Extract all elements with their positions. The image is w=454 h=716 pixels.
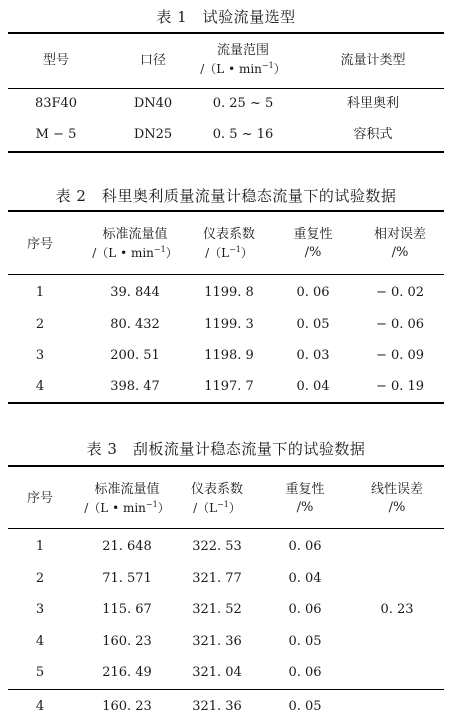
unit-end: ） (273, 62, 286, 76)
table2-cell-idx: 1 (35, 285, 45, 300)
table2-cell-k: 1199. 8 (204, 285, 254, 300)
table3-header-k-label: 仪表系数 (190, 482, 243, 497)
table3-cell-idx: 5 (35, 665, 45, 680)
table3-cell-rep: 0. 06 (288, 665, 322, 680)
unit-text: /（L • min (92, 246, 154, 260)
table2-cell-idx: 2 (35, 317, 45, 332)
table3-cell-idx: 4 (35, 699, 45, 714)
unit-text: /（L (193, 501, 218, 515)
table3-cell-k: 322. 53 (192, 539, 242, 554)
table1-header-diameter: 口径 (139, 53, 166, 68)
table3-header-idx: 序号 (26, 491, 53, 506)
table2-cell-std: 39. 844 (110, 285, 160, 300)
table2-cell-std: 80. 432 (110, 317, 160, 332)
table3-header-lin-label: 线性误差 (370, 482, 423, 497)
table1-header-type: 流量计类型 (340, 53, 406, 68)
table2-cell-err: − 0. 19 (375, 379, 425, 394)
table2-cell-std: 200. 51 (110, 348, 160, 363)
table2-caption: 表 2 科里奥利质量流量计稳态流量下的试验数据 (55, 187, 397, 205)
table3-cell-rep: 0. 05 (288, 634, 322, 649)
table3-header-std-unit (64, 499, 190, 517)
table3-header-std-label: 标准流量值 (94, 482, 160, 497)
table3-cell-std: 115. 67 (102, 602, 152, 617)
table3-header-lin (352, 481, 442, 517)
table3-header-rule (8, 528, 444, 529)
table2-cell-err: − 0. 06 (375, 317, 425, 332)
table1-cell-type: 科里奥利 (346, 96, 399, 111)
table2-header-rep-unit: /% (304, 245, 322, 260)
table2-cell-idx: 4 (35, 379, 45, 394)
table3-cell-std: 160. 23 (102, 699, 152, 714)
table2-cell-rep: 0. 03 (296, 348, 330, 363)
table2-header-k-label: 仪表系数 (202, 227, 255, 242)
table3-header-lin-unit: /% (388, 500, 406, 515)
table3-cell-linearity: 0. 23 (380, 602, 414, 617)
table3-cell-idx: 1 (35, 539, 45, 554)
unit-end: ） (165, 246, 178, 260)
unit-exp: −1 (153, 245, 166, 254)
table3-top-rule (8, 465, 444, 467)
table3-cell-k: 321. 77 (192, 571, 242, 586)
unit-text: /（L • min (200, 62, 262, 76)
table2-cell-k: 1199. 3 (204, 317, 254, 332)
table3-cell-rep: 0. 06 (288, 539, 322, 554)
table3-cell-k: 321. 36 (192, 634, 242, 649)
table3-header-rep (270, 481, 340, 517)
table1-header-range-label: 流量范围 (216, 43, 269, 58)
unit-exp: −1 (229, 245, 241, 254)
table3-cell-std: 71. 571 (102, 571, 152, 586)
unit-text: /（L (205, 246, 230, 260)
table3-header-k (176, 481, 258, 517)
table3-cell-std: 216. 49 (102, 665, 152, 680)
table1-cell-diameter: DN40 (133, 96, 173, 111)
table3 (8, 0, 444, 714)
table2-cell-rep: 0. 04 (296, 379, 330, 394)
table3-cell-std: 160. 23 (102, 634, 152, 649)
table2-cell-k: 1198. 9 (204, 348, 254, 363)
table3-cell-k: 321. 52 (192, 602, 242, 617)
table2-header-idx: 序号 (26, 237, 53, 252)
unit-text: /（L • min (84, 501, 146, 515)
table1-cell-model: M − 5 (35, 127, 77, 142)
table3-cell-k: 321. 36 (192, 699, 242, 714)
table1-cell-diameter: DN25 (133, 127, 173, 142)
table2-cell-err: − 0. 02 (375, 285, 425, 300)
table3-header-rep-label: 重复性 (285, 482, 325, 497)
table2-cell-k: 1197. 7 (204, 379, 254, 394)
table3-header-k-unit (176, 499, 258, 517)
table2-cell-rep: 0. 06 (296, 285, 330, 300)
table3-cell-idx: 4 (35, 634, 45, 649)
table3-cell-std: 21. 648 (102, 539, 152, 554)
table2-header-err-unit: /% (391, 245, 409, 260)
table1-cell-model: 83F40 (34, 96, 78, 111)
table3-cell-rep: 0. 04 (288, 571, 322, 586)
table3-cell-k: 321. 04 (192, 665, 242, 680)
unit-end: ） (157, 501, 170, 515)
table3-header-rep-unit: /% (296, 500, 314, 515)
unit-end: ） (240, 246, 253, 260)
table3-cell-rep: 0. 06 (288, 602, 322, 617)
table2-header-rep-label: 重复性 (293, 227, 333, 242)
table1-caption: 表 1 试验流量选型 (156, 8, 296, 26)
unit-exp: −1 (145, 500, 158, 509)
table3-mid-rule (8, 689, 444, 690)
table2-header-std-label: 标准流量值 (102, 227, 168, 242)
unit-exp: −1 (261, 61, 274, 70)
table2-cell-err: − 0. 09 (375, 348, 425, 363)
table2-header-err-label: 相对误差 (373, 227, 426, 242)
table2-cell-rep: 0. 05 (296, 317, 330, 332)
table1-cell-range: 0. 25 ~ 5 (212, 96, 274, 111)
table3-cell-rep: 0. 05 (288, 699, 322, 714)
table3-caption: 表 3 刮板流量计稳态流量下的试验数据 (86, 440, 366, 458)
table3-cell-idx: 2 (35, 571, 45, 586)
unit-end: ） (228, 501, 241, 515)
table2-cell-std: 398. 47 (110, 379, 160, 394)
table3-cell-idx: 3 (35, 602, 45, 617)
table1-cell-type: 容积式 (353, 127, 393, 142)
table2-cell-idx: 3 (35, 348, 45, 363)
unit-exp: −1 (217, 500, 229, 509)
table1-cell-range: 0. 5 ~ 16 (212, 127, 274, 142)
table3-header-std (64, 481, 190, 517)
table1-header-model: 型号 (42, 53, 69, 68)
